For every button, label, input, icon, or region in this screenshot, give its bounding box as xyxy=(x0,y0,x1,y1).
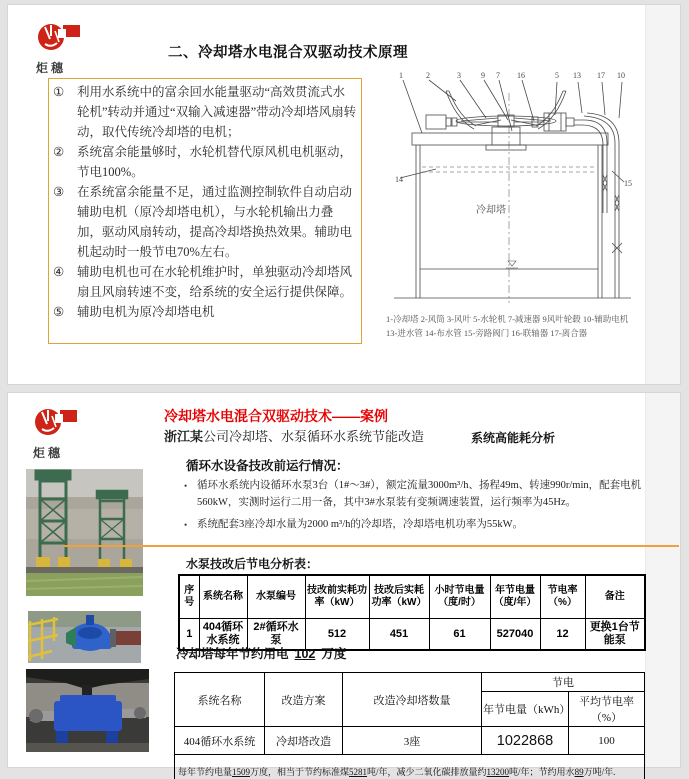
table-cell: 冷却塔改造 xyxy=(265,727,343,755)
summary-number: 89 xyxy=(574,767,584,777)
annual-saving-prefix: 冷却塔每年节约用电 xyxy=(176,647,289,661)
divider-line xyxy=(63,545,679,547)
retrofit-savings-table xyxy=(174,672,645,779)
company-logo xyxy=(36,18,86,76)
annual-saving-value: 102 xyxy=(294,647,316,661)
diagram-legend xyxy=(386,312,661,340)
bullet-text: 循环水系统内设循环水泵3台（1#～3#），额定流量3000m³/h、扬程49m、转速990r/min，配套电机560kW，实测时运行二用一备，其中3#水泵装有变频调速装置，运行频率为45Hz。 xyxy=(197,480,642,508)
diagram-callout: 3 xyxy=(457,71,461,80)
diagram-callout: 16 xyxy=(517,71,525,80)
point-text: 利用水系统中的富余回水能量驱动“高效贯流式水轮机”转动并通过“双输入减速器”带动冷却塔风扇转动，取代传统冷却塔的电机； xyxy=(77,85,357,139)
energy-analysis-heading: 系统高能耗分析 xyxy=(471,431,556,445)
summary-number: 13200 xyxy=(486,767,510,777)
diagram-callout: 1 xyxy=(399,71,403,80)
column-header: 技改后实耗功率（kW） xyxy=(369,575,429,619)
column-header: 年节电量（kWh） xyxy=(482,692,569,727)
diagram-callout-right: 15 xyxy=(624,179,632,188)
bullet-list xyxy=(184,477,678,539)
summary-text: 万吨/年. xyxy=(583,767,616,777)
pump-table-title: 水泵技改后节电分析表： xyxy=(186,557,319,571)
bullet-item xyxy=(184,477,678,511)
annual-saving-statement xyxy=(176,644,346,662)
group-header: 节电 xyxy=(482,673,645,692)
dual-drive-gearbox-photo xyxy=(26,669,149,752)
point-number: ⑤ xyxy=(53,305,65,319)
table-cell: 12 xyxy=(540,619,585,651)
table-cell: 527040 xyxy=(490,619,540,651)
diagram-callout: 13 xyxy=(573,71,581,80)
annual-saving-suffix: 万度 xyxy=(321,647,347,661)
table-cell: 3座 xyxy=(343,727,482,755)
column-header: 平均节电率（%） xyxy=(569,692,645,727)
table-cell: 更换1台节能泵 xyxy=(585,619,645,651)
cooling-tower-diagram xyxy=(386,63,661,340)
column-header: 备注 xyxy=(585,575,645,619)
flame-logo-icon xyxy=(33,403,83,439)
point-item xyxy=(53,82,357,142)
column-header: 改造冷却塔数量 xyxy=(343,673,482,727)
point-number: ③ xyxy=(53,185,65,199)
summary-text: 吨/年；节约用水 xyxy=(509,767,575,777)
savings-summary xyxy=(175,755,645,779)
column-header: 小时节电量（度/时） xyxy=(429,575,490,619)
summary-number: 1509 xyxy=(232,767,251,777)
slide2-subtitle xyxy=(164,426,424,445)
column-header: 系统名称 xyxy=(175,673,265,727)
cooling-towers-site-photo xyxy=(26,469,143,596)
table-cell: 1 xyxy=(179,619,199,651)
logo-text: 炬穗 xyxy=(33,446,64,460)
column-header: 水泵编号 xyxy=(247,575,305,619)
table-cell: 100 xyxy=(569,727,645,755)
point-item xyxy=(53,142,357,182)
column-header: 系统名称 xyxy=(199,575,247,619)
company-logo xyxy=(33,403,83,461)
point-number: ② xyxy=(53,145,65,159)
diagram-callout: 7 xyxy=(496,71,500,80)
table-cell: 2#循环水泵 xyxy=(247,619,305,651)
table-header-row xyxy=(179,575,645,619)
point-text: 系统富余能量够时，水轮机替代原风机电机驱动，节电100%。 xyxy=(77,145,353,179)
summary-number: 5281 xyxy=(349,767,368,777)
table-cell: 404循环水系统 xyxy=(199,619,247,651)
principle-points-box xyxy=(48,78,362,344)
point-text: 辅助电机为原冷却塔电机 xyxy=(77,305,215,319)
circulating-pump-photo xyxy=(28,611,141,663)
point-item xyxy=(53,182,357,262)
point-text: 辅助电机也可在水轮机维护时，单独驱动冷却塔风扇且风扇转速不变，给系统的安全运行提供保障。 xyxy=(77,265,353,299)
subtitle-rest: 公司冷却塔、水泵循环水系统节能改造 xyxy=(203,429,425,444)
legend-line-2: 13-进水管 14-布水管 15-旁路阀门 16-联轴器 17-离合器 xyxy=(386,328,588,338)
bullet-marker: • xyxy=(184,520,188,530)
table-header-row xyxy=(175,673,645,692)
summary-text: 每年节约电量 xyxy=(178,767,233,777)
summary-text: 万度，相当于节约标准煤 xyxy=(250,767,350,777)
diagram-callout: 2 xyxy=(426,71,430,80)
slide-2 xyxy=(7,392,681,777)
table-row xyxy=(175,727,645,755)
point-number: ① xyxy=(53,85,65,99)
column-header: 改造方案 xyxy=(265,673,343,727)
subtitle-company: 浙江某 xyxy=(164,429,204,444)
bullet-item xyxy=(184,516,678,534)
table-cell: 512 xyxy=(305,619,369,651)
column-header: 节电率（%） xyxy=(540,575,585,619)
point-item xyxy=(53,302,357,322)
flame-logo-icon xyxy=(36,18,86,54)
bullet-text: 系统配套3座冷却水量为2000 m³/h的冷却塔，冷却塔电机功率为55kW。 xyxy=(197,519,524,530)
column-header: 技改前实耗功率（kW） xyxy=(305,575,369,619)
point-number: ④ xyxy=(53,265,65,279)
legend-line-1: 1-冷却塔 2-风筒 3-风叶 5-水轮机 7-减速器 9风叶轮毂 10-辅助电机 xyxy=(386,314,629,324)
table-cell: 404循环水系统 xyxy=(175,727,265,755)
pump-savings-table xyxy=(178,574,646,651)
table-cell: 1022868 xyxy=(482,727,569,755)
point-text: 在系统富余能量不足，通过监测控制软件自动启动辅助电机（原冷却塔电机），与水轮机输出力叠加，驱动风扇转动，提高冷却塔换热效果。辅助电机起动时一般节电70%左右。 xyxy=(77,185,353,259)
page-margin-strip xyxy=(645,393,680,767)
logo-text: 炬穗 xyxy=(36,61,67,75)
diagram-callout: 10 xyxy=(617,71,625,80)
diagram-callout: 9 xyxy=(481,71,485,80)
table-cell: 61 xyxy=(429,619,490,651)
tower-label: 冷却塔 xyxy=(476,205,506,216)
column-header: 年节电量（度/年） xyxy=(490,575,540,619)
table-cell: 451 xyxy=(369,619,429,651)
diagram-callout-left: 14 xyxy=(395,175,403,184)
section-heading: 循环水设备技改前运行情况： xyxy=(186,459,349,473)
bullet-marker: • xyxy=(184,481,188,491)
slide-1 xyxy=(7,4,681,385)
summary-text: 吨/年，减少二氧化碳排放量约 xyxy=(367,767,487,777)
diagram-callout: 5 xyxy=(555,71,559,80)
slide1-title: 二、冷却塔水电混合双驱动技术原理 xyxy=(168,45,408,61)
point-item xyxy=(53,262,357,302)
column-header: 序号 xyxy=(179,575,199,619)
table-footer-row xyxy=(175,755,645,779)
slide2-title: 冷却塔水电混合双驱动技术——案例 xyxy=(164,408,388,424)
diagram-callout: 17 xyxy=(597,71,605,80)
